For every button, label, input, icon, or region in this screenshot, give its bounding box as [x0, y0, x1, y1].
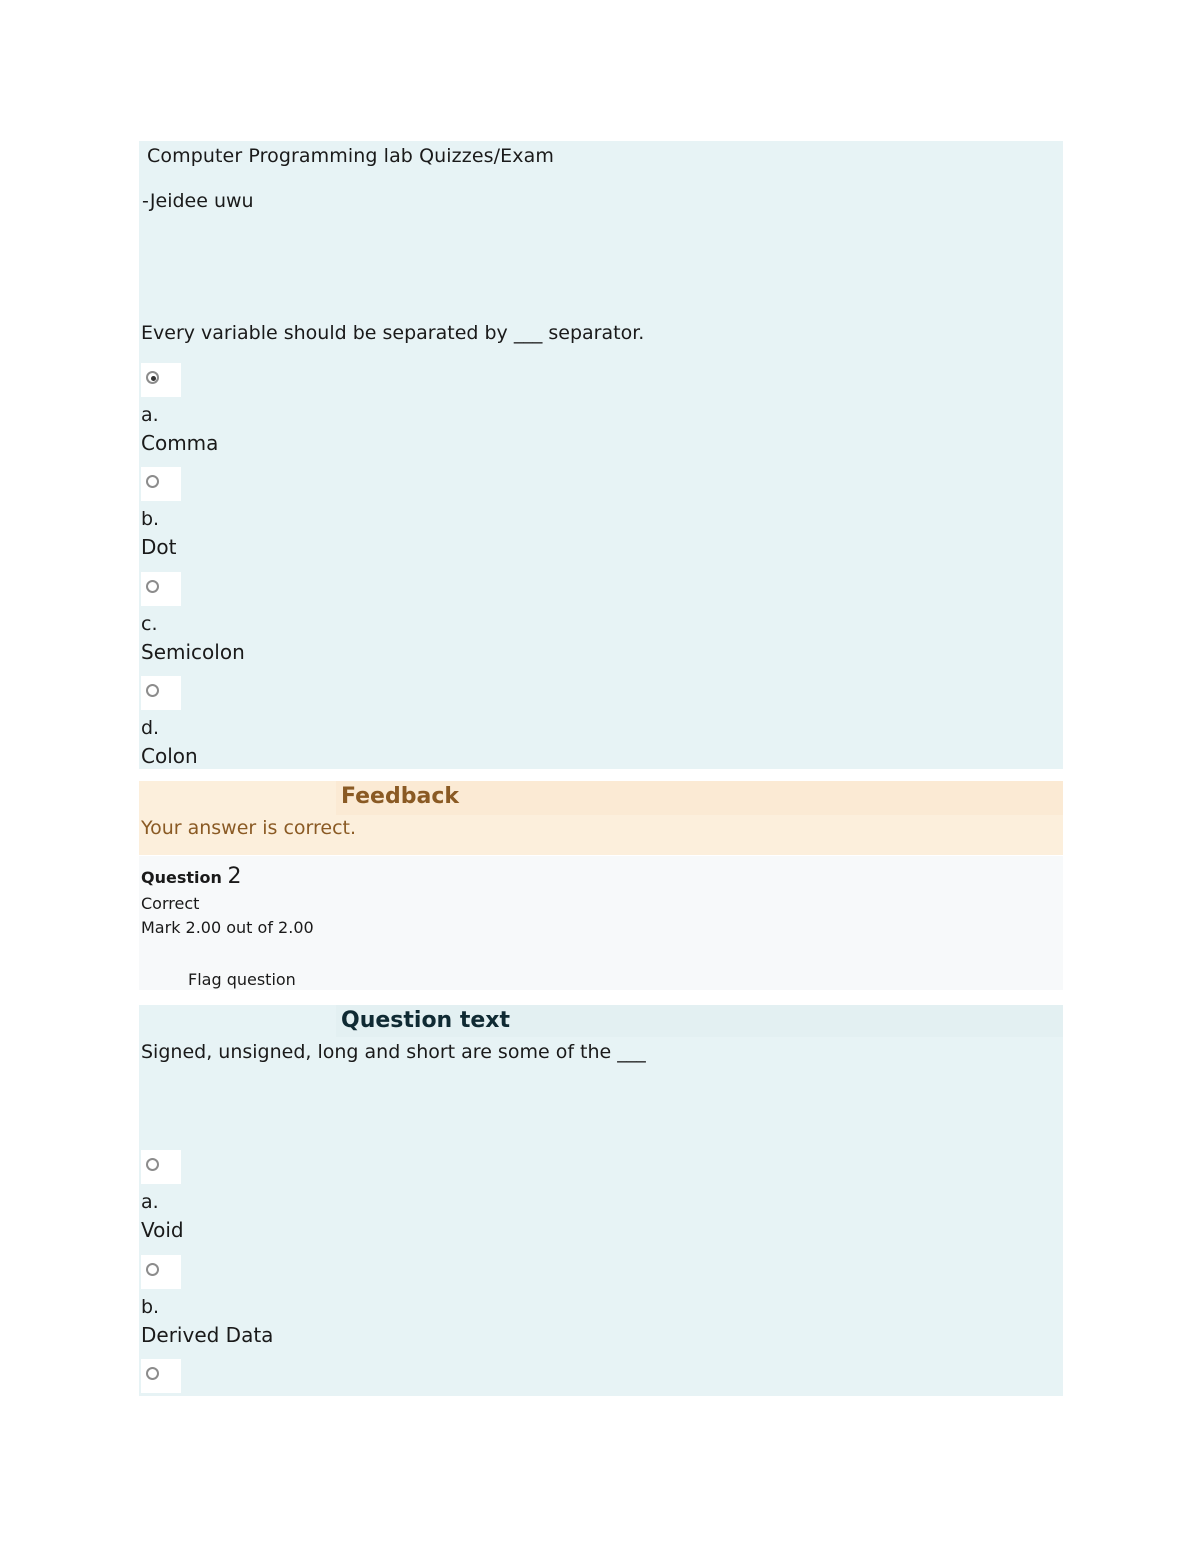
question-2-info-panel: [139, 856, 1063, 990]
q2-option-a-label: Void: [141, 1218, 184, 1242]
q2-option-b-label: Derived Data: [141, 1323, 274, 1347]
option-b-label: Dot: [141, 535, 177, 559]
question-2-text: Signed, unsigned, long and short are some of the ___: [141, 1041, 646, 1063]
question-number-label: [141, 864, 241, 889]
radio-unchecked-icon[interactable]: [146, 684, 159, 697]
radio-unchecked-icon[interactable]: [146, 580, 159, 593]
option-c-radio-box[interactable]: [141, 572, 181, 606]
option-b-letter: b.: [141, 508, 160, 530]
option-a-letter: a.: [141, 404, 159, 426]
feedback-text: Your answer is correct.: [141, 817, 357, 839]
option-d-label: Colon: [141, 744, 198, 768]
option-d-letter: d.: [141, 717, 160, 739]
question-2-panel: [139, 1005, 1063, 1396]
radio-unchecked-icon[interactable]: [146, 1158, 159, 1171]
question-number: 2: [227, 864, 242, 889]
question-status: Correct: [141, 894, 200, 913]
document-author: -Jeidee uwu: [142, 190, 254, 212]
option-b-radio-box[interactable]: [141, 467, 181, 501]
option-a-label: Comma: [141, 431, 219, 455]
document-title: Computer Programming lab Quizzes/Exam: [147, 145, 554, 167]
question-label: Question: [141, 868, 222, 887]
q2-option-a-letter: a.: [141, 1191, 159, 1213]
q2-option-b-radio-box[interactable]: [141, 1255, 181, 1289]
question-mark: Mark 2.00 out of 2.00: [141, 918, 314, 937]
radio-checked-icon[interactable]: [146, 371, 159, 384]
question-text-heading: Question text: [341, 1008, 511, 1033]
question-1-panel: [139, 141, 1063, 769]
radio-unchecked-icon[interactable]: [146, 475, 159, 488]
q2-option-c-radio-box[interactable]: [141, 1359, 181, 1393]
feedback-heading: Feedback: [341, 784, 459, 809]
flag-question-link[interactable]: Flag question: [188, 970, 296, 989]
radio-unchecked-icon[interactable]: [146, 1263, 159, 1276]
question-1-text: Every variable should be separated by ___ separator.: [141, 322, 645, 344]
option-d-radio-box[interactable]: [141, 676, 181, 710]
radio-unchecked-icon[interactable]: [146, 1367, 159, 1380]
feedback-panel: [139, 781, 1063, 855]
option-c-label: Semicolon: [141, 640, 245, 664]
q2-option-a-radio-box[interactable]: [141, 1150, 181, 1184]
option-c-letter: c.: [141, 613, 158, 635]
option-a-radio-box[interactable]: [141, 363, 181, 397]
q2-option-b-letter: b.: [141, 1296, 160, 1318]
